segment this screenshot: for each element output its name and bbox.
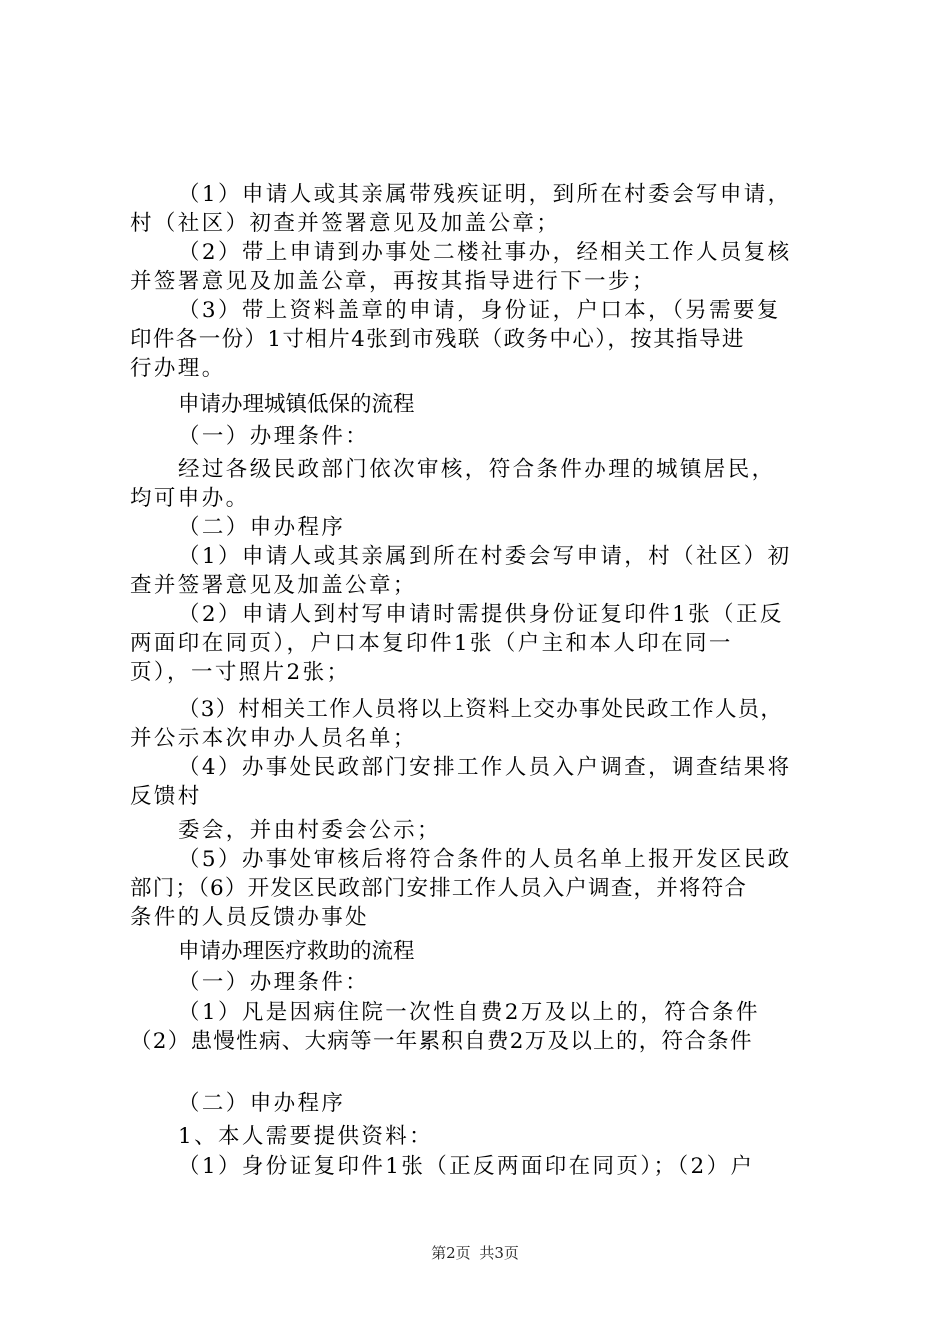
text-line: （一）办理条件： [178,424,370,449]
text-line: （2）带上申请到办事处二楼社事办，经相关工作人员复核 [178,240,792,265]
text-line: 两面印在同页），户口本复印件1张（户主和本人印在同一 [130,631,733,656]
text-line: （1）凡是因病住院一次性自费2万及以上的，符合条件 [178,1000,760,1025]
text-line: （5）办事处审核后将符合条件的人员名单上报开发区民政 [178,847,792,872]
text-line: 并签署意见及加盖公章，再按其指导进行下一步； [130,269,656,294]
section-heading: 申请办理城镇低保的流程 [178,392,415,417]
text-line: （3）村相关工作人员将以上资料上交办事处民政工作人员， [178,697,784,722]
text-line: 行办理。 [130,356,226,381]
text-line: （2）申请人到村写申请时需提供身份证复印件1张（正反 [178,602,784,627]
text-line: 查并签署意见及加盖公章； [130,573,417,598]
text-line: 均可申办。 [130,486,250,511]
text-line: 部门；（6）开发区民政部门安排工作人员入户调查，并将符合 [130,876,748,901]
text-line: （1）申请人或其亲属到所在村委会写申请，村（社区）初 [178,544,792,569]
text-line: 村（社区）初查并签署意见及加盖公章； [130,211,561,236]
text-line: 反馈村 [130,784,202,809]
text-line: （1）身份证复印件1张（正反两面印在同页）；（2）户 [178,1154,755,1179]
text-line: 条件的人员反馈办事处 [130,905,370,930]
text-line: （一）办理条件： [178,970,370,995]
page-total: 共3页 [479,1244,519,1262]
page-number: 第2页 [431,1244,471,1262]
section-heading: 申请办理医疗救助的流程 [178,939,415,964]
text-line: （二）申办程序 [178,1091,346,1116]
text-line: （2）患慢性病、大病等一年累积自费2万及以上的，符合条件 [130,1029,753,1054]
text-line: 经过各级民政部门依次审核，符合条件办理的城镇居民， [178,457,776,482]
text-line: 页），一寸照片2张； [130,660,351,685]
text-line: 印件各一份）1寸相片4张到市残联（政务中心），按其指导进 [130,327,745,352]
text-line: 委会，并由村委会公示； [178,818,441,843]
page-footer [0,1242,950,1263]
text-line: （1）申请人或其亲属带残疾证明，到所在村委会写申请， [178,182,792,207]
text-line: 并公示本次申办人员名单； [130,726,417,751]
text-line: 1、本人需要提供资料： [178,1124,434,1149]
text-line: （4）办事处民政部门安排工作人员入户调查，调查结果将 [178,755,792,780]
text-line: （3）带上资料盖章的申请，身份证，户口本，（另需要复 [178,298,781,323]
text-line: （二）申办程序 [178,515,346,540]
